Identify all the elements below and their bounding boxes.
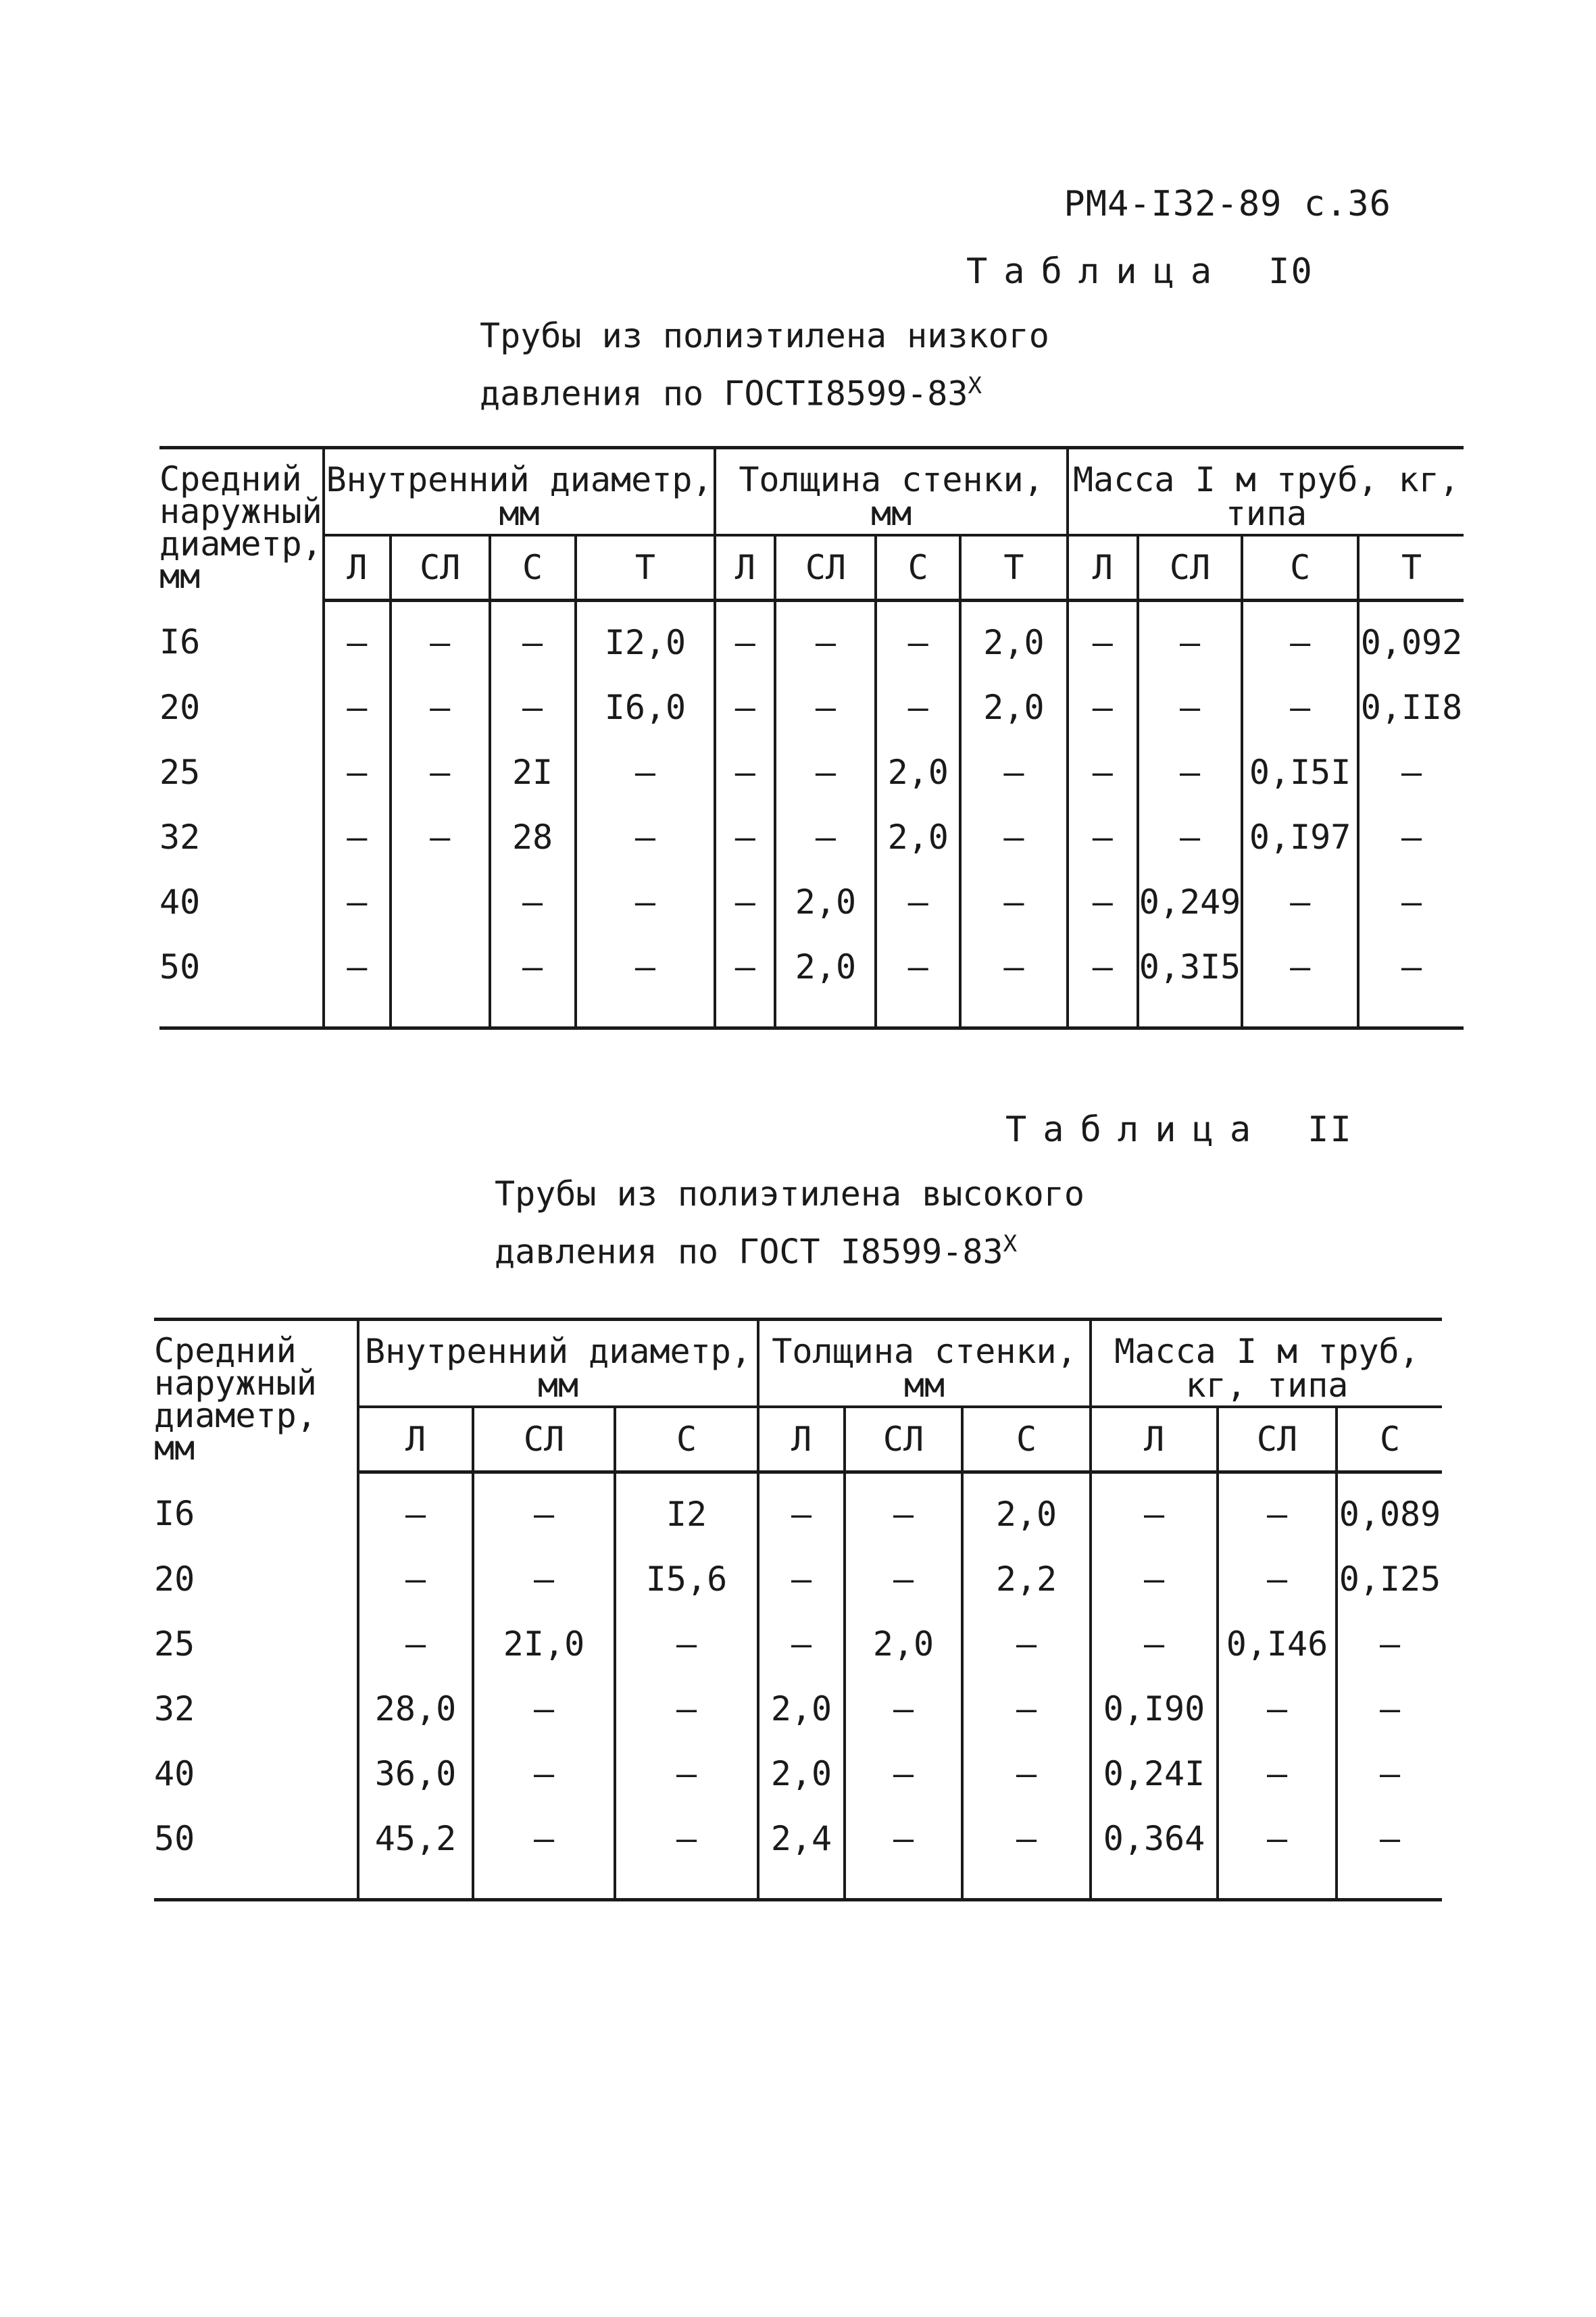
- table-cell: –: [1138, 601, 1243, 676]
- spacer-cell: [576, 999, 716, 1028]
- table-cell: –: [324, 870, 391, 935]
- table-cell: –: [1337, 1612, 1442, 1676]
- table-cell: 2,0: [960, 601, 1068, 676]
- row-diameter-cell: 20: [154, 1547, 358, 1612]
- table-cell: 2,0: [775, 870, 876, 935]
- spacer-cell: [1068, 999, 1138, 1028]
- table-cell: –: [960, 740, 1068, 805]
- spacer-cell: [1242, 999, 1358, 1028]
- table-cell: –: [324, 675, 391, 740]
- table-cell: 36,0: [358, 1741, 473, 1806]
- table-cell: –: [615, 1612, 758, 1676]
- table11-title-line1: Трубы из полиэтилена высокого: [495, 1174, 1084, 1214]
- table11-caption-word: Таблица: [1005, 1110, 1268, 1150]
- table-cell: –: [1068, 740, 1138, 805]
- table-cell: –: [775, 601, 876, 676]
- table11-subheader: Л: [358, 1407, 473, 1472]
- table-cell: –: [1242, 935, 1358, 999]
- table10-stub-header: Средний наружный диаметр, мм: [159, 448, 324, 601]
- row-diameter-cell: 25: [159, 740, 324, 805]
- table-cell: –: [1091, 1547, 1218, 1612]
- table-cell: –: [715, 870, 775, 935]
- table11-subheader: С: [962, 1407, 1091, 1472]
- table-cell: –: [473, 1676, 615, 1741]
- table11-subheader: Л: [758, 1407, 845, 1472]
- row-diameter-cell: 50: [159, 935, 324, 999]
- table-cell: 0,I97: [1242, 805, 1358, 870]
- table-cell: –: [1337, 1676, 1442, 1741]
- table-cell: –: [358, 1612, 473, 1676]
- table-row: [159, 870, 1464, 935]
- table-cell: 2,0: [960, 675, 1068, 740]
- table-cell: –: [1068, 675, 1138, 740]
- table-row: [154, 1612, 1442, 1676]
- table-cell: –: [1242, 870, 1358, 935]
- table-cell: 2,0: [876, 805, 960, 870]
- table-cell: –: [1218, 1806, 1337, 1871]
- spacer-cell: [960, 999, 1068, 1028]
- table-cell: 0,364: [1091, 1806, 1218, 1871]
- table-cell: –: [1138, 805, 1243, 870]
- table11-subheader: С: [1337, 1407, 1442, 1472]
- table10-subheader: С: [490, 535, 576, 601]
- table-cell: –: [845, 1806, 962, 1871]
- table-cell: I5,6: [615, 1547, 758, 1612]
- spacer-cell: [391, 999, 490, 1028]
- table-row: [154, 1741, 1442, 1806]
- table-cell: –: [490, 675, 576, 740]
- table-cell: 0,249: [1138, 870, 1243, 935]
- table-cell: –: [576, 935, 716, 999]
- table-cell: [391, 870, 490, 935]
- table-cell: –: [876, 601, 960, 676]
- table-cell: –: [1091, 1612, 1218, 1676]
- row-diameter-cell: 32: [159, 805, 324, 870]
- table10-subheader: СЛ: [1138, 535, 1243, 601]
- table-cell: 2,0: [845, 1612, 962, 1676]
- table-cell: –: [876, 870, 960, 935]
- table-cell: –: [473, 1741, 615, 1806]
- table10-title-line1: Трубы из полиэтилена низкого: [480, 316, 1049, 355]
- spacer-cell: [324, 999, 391, 1028]
- table-cell: –: [324, 805, 391, 870]
- table-cell: 0,I5I: [1242, 740, 1358, 805]
- table-cell: –: [490, 935, 576, 999]
- table-row: [159, 601, 1464, 676]
- table-cell: –: [490, 601, 576, 676]
- table-row: [154, 1676, 1442, 1741]
- table-cell: 0,092: [1358, 601, 1464, 676]
- spacer-cell: [1138, 999, 1243, 1028]
- table10-group-wall-thickness: Толщина стенки, мм: [715, 448, 1068, 536]
- spacer-cell: [473, 1871, 615, 1900]
- table-cell: –: [473, 1806, 615, 1871]
- table-cell: [391, 935, 490, 999]
- table-cell: –: [876, 935, 960, 999]
- spacer-cell: [1218, 1871, 1337, 1900]
- table10-subheader: С: [876, 535, 960, 601]
- table-row: [154, 1547, 1442, 1612]
- table-cell: 0,3I5: [1138, 935, 1243, 999]
- table-cell: –: [391, 601, 490, 676]
- table-cell: –: [960, 935, 1068, 999]
- spacer-cell: [1091, 1871, 1218, 1900]
- table-cell: –: [1138, 740, 1243, 805]
- table-cell: –: [1218, 1472, 1337, 1547]
- table-cell: –: [962, 1806, 1091, 1871]
- table-row: [159, 935, 1464, 999]
- table-cell: 0,089: [1337, 1472, 1442, 1547]
- table-cell: –: [758, 1612, 845, 1676]
- spacer-cell: [758, 1871, 845, 1900]
- table10-caption-number: I0: [1268, 251, 1314, 292]
- table-row: [154, 1472, 1442, 1547]
- table10-caption: [966, 251, 1314, 292]
- table-cell: 2,4: [758, 1806, 845, 1871]
- table-cell: –: [324, 740, 391, 805]
- table-cell: 2,0: [876, 740, 960, 805]
- table-bottom-spacer: [159, 999, 1464, 1028]
- table-cell: 0,II8: [1358, 675, 1464, 740]
- table-cell: –: [1337, 1806, 1442, 1871]
- table-cell: –: [473, 1547, 615, 1612]
- table10-caption-word: Таблица: [966, 251, 1228, 292]
- row-diameter-cell: 40: [154, 1741, 358, 1806]
- table-cell: –: [358, 1547, 473, 1612]
- spacer-cell: [876, 999, 960, 1028]
- table-cell: 2,0: [775, 935, 876, 999]
- spacer-cell: [962, 1871, 1091, 1900]
- table-cell: –: [1068, 870, 1138, 935]
- table11-title-sup: X: [1003, 1230, 1018, 1257]
- table10-subheader: Т: [1358, 535, 1464, 601]
- table-cell: 28: [490, 805, 576, 870]
- table10-subheader: СЛ: [775, 535, 876, 601]
- table-cell: I2,0: [576, 601, 716, 676]
- spacer-cell: [358, 1871, 473, 1900]
- spacer-cell: [615, 1871, 758, 1900]
- table-cell: –: [845, 1741, 962, 1806]
- spacer-cell: [715, 999, 775, 1028]
- table11-group-wall-thickness: Толщина стенки, мм: [758, 1320, 1091, 1407]
- table-cell: –: [1068, 935, 1138, 999]
- spacer-cell: [154, 1871, 358, 1900]
- table-cell: 0,I25: [1337, 1547, 1442, 1612]
- table-cell: –: [876, 675, 960, 740]
- table-cell: –: [758, 1547, 845, 1612]
- table-cell: –: [615, 1676, 758, 1741]
- table-cell: –: [391, 675, 490, 740]
- table-cell: –: [715, 935, 775, 999]
- table11: [154, 1318, 1442, 1901]
- table-cell: –: [845, 1547, 962, 1612]
- table-cell: –: [715, 601, 775, 676]
- table-cell: –: [758, 1472, 845, 1547]
- table-cell: 2,2: [962, 1547, 1091, 1612]
- table-cell: 2I,0: [473, 1612, 615, 1676]
- table-cell: 0,24I: [1091, 1741, 1218, 1806]
- table-cell: –: [1242, 601, 1358, 676]
- table10-title: [480, 311, 1049, 419]
- table-row: [159, 740, 1464, 805]
- table11-group-mass: Масса I м труб, кг, типа: [1091, 1320, 1442, 1407]
- row-diameter-cell: 40: [159, 870, 324, 935]
- table11-caption: [1005, 1110, 1353, 1150]
- table-cell: –: [324, 601, 391, 676]
- table10-title-sup: X: [968, 372, 982, 399]
- spacer-cell: [845, 1871, 962, 1900]
- table10-subheader: СЛ: [391, 535, 490, 601]
- table-cell: 2,0: [758, 1741, 845, 1806]
- table-cell: –: [960, 805, 1068, 870]
- table-cell: –: [715, 675, 775, 740]
- table-cell: 2,0: [758, 1676, 845, 1741]
- table-row: [159, 805, 1464, 870]
- table-cell: –: [324, 935, 391, 999]
- table10-subheader: Л: [715, 535, 775, 601]
- table-cell: –: [962, 1741, 1091, 1806]
- table-cell: –: [391, 740, 490, 805]
- spacer-cell: [159, 999, 324, 1028]
- table10-subheader: Л: [1068, 535, 1138, 601]
- spacer-cell: [490, 999, 576, 1028]
- table11-subheader: С: [615, 1407, 758, 1472]
- table-cell: –: [845, 1472, 962, 1547]
- table-bottom-spacer: [154, 1871, 1442, 1900]
- table-cell: –: [1337, 1741, 1442, 1806]
- table-cell: –: [845, 1676, 962, 1741]
- row-diameter-cell: 20: [159, 675, 324, 740]
- table-cell: 0,I90: [1091, 1676, 1218, 1741]
- table-cell: –: [960, 870, 1068, 935]
- table10-subheader: Л: [324, 535, 391, 601]
- table11-title-line2: давления по ГОСТ $I8599-83^X$: [495, 1230, 1018, 1272]
- table-cell: –: [1218, 1741, 1337, 1806]
- table-cell: –: [1068, 601, 1138, 676]
- table-cell: –: [1218, 1676, 1337, 1741]
- table10: [159, 446, 1464, 1030]
- table-cell: –: [962, 1676, 1091, 1741]
- table10-subheader: Т: [960, 535, 1068, 601]
- table11-subheader: Л: [1091, 1407, 1218, 1472]
- table-cell: –: [1358, 870, 1464, 935]
- spacer-cell: [1337, 1871, 1442, 1900]
- table-cell: –: [775, 740, 876, 805]
- table-cell: –: [615, 1806, 758, 1871]
- spacer-cell: [1358, 999, 1464, 1028]
- table-cell: –: [576, 805, 716, 870]
- row-diameter-cell: I6: [159, 601, 324, 676]
- table10-subheader: С: [1242, 535, 1358, 601]
- table10-group-inner-diameter: Внутренний диаметр, мм: [324, 448, 715, 536]
- table-cell: –: [1138, 675, 1243, 740]
- table10-title-line2: давления по $ГОСТI8599-83^X$: [480, 372, 982, 414]
- table11-subheader: СЛ: [473, 1407, 615, 1472]
- table-row: [154, 1806, 1442, 1871]
- table-cell: –: [576, 740, 716, 805]
- table11-group-inner-diameter: Внутренний диаметр, мм: [358, 1320, 758, 1407]
- row-diameter-cell: 25: [154, 1612, 358, 1676]
- table-cell: –: [775, 805, 876, 870]
- page-header: РМ4-I32-89 с.36: [1064, 184, 1391, 224]
- table-cell: –: [775, 675, 876, 740]
- table-cell: –: [358, 1472, 473, 1547]
- spacer-cell: [775, 999, 876, 1028]
- table10-subheader: Т: [576, 535, 716, 601]
- table-cell: –: [1091, 1472, 1218, 1547]
- table-cell: –: [615, 1741, 758, 1806]
- table-cell: –: [962, 1612, 1091, 1676]
- table-cell: –: [715, 740, 775, 805]
- table11-caption-number: II: [1307, 1110, 1353, 1150]
- table-cell: –: [1358, 805, 1464, 870]
- table-row: [159, 675, 1464, 740]
- table11-subheader: СЛ: [845, 1407, 962, 1472]
- table-cell: I6,0: [576, 675, 716, 740]
- table-cell: –: [715, 805, 775, 870]
- table-cell: –: [473, 1472, 615, 1547]
- table-cell: –: [1358, 740, 1464, 805]
- table-cell: –: [576, 870, 716, 935]
- table-cell: –: [1068, 805, 1138, 870]
- table11-subheader: СЛ: [1218, 1407, 1337, 1472]
- table-cell: –: [1242, 675, 1358, 740]
- table-cell: 45,2: [358, 1806, 473, 1871]
- table-cell: –: [490, 870, 576, 935]
- row-diameter-cell: I6: [154, 1472, 358, 1547]
- table11-title: [495, 1169, 1084, 1277]
- table-cell: –: [1358, 935, 1464, 999]
- table-cell: 0,I46: [1218, 1612, 1337, 1676]
- table-cell: –: [391, 805, 490, 870]
- table11-stub-header: Средний наружный диаметр, мм: [154, 1320, 358, 1472]
- table-cell: 2,0: [962, 1472, 1091, 1547]
- table-cell: I2: [615, 1472, 758, 1547]
- row-diameter-cell: 50: [154, 1806, 358, 1871]
- table-cell: 2I: [490, 740, 576, 805]
- table-cell: –: [1218, 1547, 1337, 1612]
- row-diameter-cell: 32: [154, 1676, 358, 1741]
- table-cell: 28,0: [358, 1676, 473, 1741]
- table10-group-mass: Масса I м труб, кг, типа: [1068, 448, 1464, 536]
